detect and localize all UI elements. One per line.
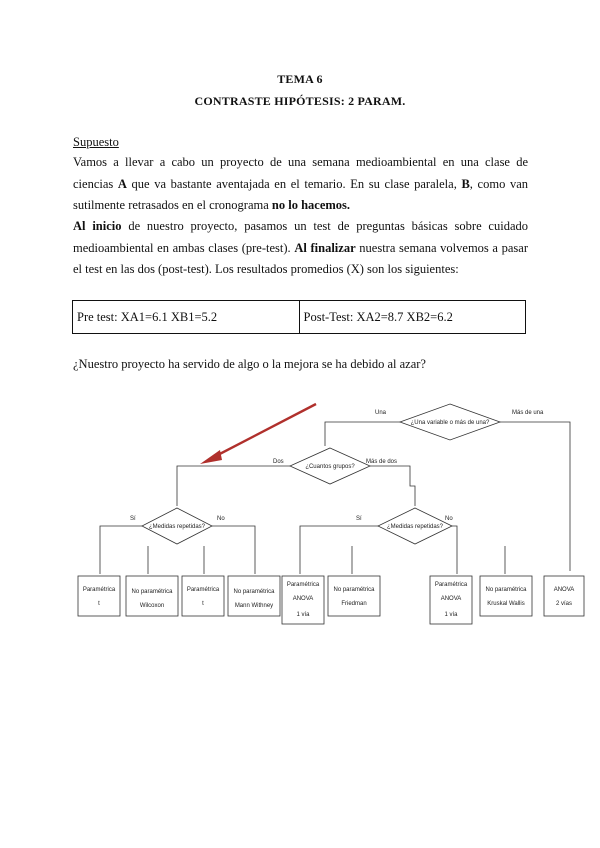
page-title: TEMA 6 (277, 72, 323, 86)
label-si-left: Sí (130, 516, 136, 522)
box-text: No paramétrica (485, 587, 527, 593)
box-text: ANOVA (292, 596, 314, 602)
bold-class-a: A (117, 176, 127, 191)
box-text: Kruskal Wallis (487, 601, 525, 607)
text-run: nuestra semana volvemos a pasar el test en las dos (post-test). Los resultados promedios (X) son los siguientes: (73, 240, 529, 276)
pre-test-cell: Pre test: XA1=6.1 XB1=5.2 (73, 301, 300, 334)
box-text: Wilcoxon (139, 603, 165, 609)
text-run: , como van sutilmente retrasados en el cronograma (73, 176, 528, 212)
box-text: No paramétrica (333, 587, 375, 593)
section-heading-supuesto: Supuesto (73, 135, 119, 149)
bold-al-inicio: Al inicio (73, 219, 122, 233)
box-text: Paramétrica (286, 582, 320, 588)
box-text: Friedman (341, 601, 367, 607)
red-arrow-head (200, 450, 222, 464)
connector (370, 466, 415, 506)
bold-class-b: B (461, 176, 470, 191)
connector (500, 422, 570, 571)
box-text: 2 vías (555, 601, 573, 607)
connector (177, 466, 290, 506)
text-run: Vamos a llevar a cabo un proyecto de una semana medioambiental en una clase de ciencias (73, 155, 528, 191)
label-no-left: No (217, 516, 225, 522)
box-text: 1 vía (296, 612, 310, 618)
q-medidas-left: ¿Medidas repetidas? (148, 524, 206, 530)
decision-flowchart (60, 396, 590, 628)
q-grupos: ¿Cuantos grupos? (305, 464, 355, 470)
box-text: t (202, 601, 204, 607)
connector (212, 526, 255, 574)
box-text: Mann Withney (234, 603, 274, 609)
box-text: Paramétrica (82, 587, 116, 593)
connector (325, 422, 400, 446)
box-text: Paramétrica (186, 587, 220, 593)
label-si-right: Sí (356, 516, 362, 522)
page-subtitle: CONTRASTE HIPÓTESIS: 2 PARAM. (194, 94, 406, 108)
box-anova-2-vias (544, 576, 584, 616)
text-run: de nuestro proyecto, pasamos un test de preguntas básicas sobre cuidado medioambiental en ambas clases (pre-test). (73, 219, 529, 255)
connector (100, 526, 142, 574)
box-text: ANOVA (553, 587, 575, 593)
label-mas-de-dos: Más de dos (366, 459, 398, 465)
bold-no-lo-hacemos: no lo hacemos. (271, 198, 351, 212)
label-mas-de-una: Más de una (512, 410, 544, 416)
box-mann-withney (228, 576, 280, 616)
red-arrow-line (212, 404, 316, 458)
box-text: No paramétrica (233, 589, 275, 595)
paragraph-intro (73, 152, 528, 217)
box-kruskal-wallis (480, 576, 532, 616)
text-run: que va bastante aventajada en el temario. En su clase paralela, (126, 176, 462, 191)
box-text: Paramétrica (434, 582, 468, 588)
label-no-right: No (445, 516, 453, 522)
box-text: t (98, 601, 100, 607)
box-parametrica-t-2 (182, 576, 224, 616)
research-question: ¿Nuestro proyecto ha servido de algo o la mejora se ha debido al azar? (73, 357, 426, 371)
q-medidas-right: ¿Medidas repetidas? (386, 524, 444, 530)
box-friedman (328, 576, 380, 616)
post-test-cell: Post-Test: XA2=8.7 XB2=6.2 (299, 301, 526, 334)
table-row (73, 301, 526, 334)
connector (300, 526, 378, 574)
box-text: No paramétrica (131, 589, 173, 595)
paragraph-method (73, 216, 528, 281)
bold-al-finalizar: Al finalizar (294, 240, 356, 255)
q-variables: ¿Una variable o más de una? (410, 420, 490, 426)
results-table (72, 300, 526, 334)
box-wilcoxon (126, 576, 178, 616)
label-una: Una (375, 410, 387, 416)
box-text: ANOVA (440, 596, 462, 602)
connector (452, 526, 457, 574)
box-parametrica-t-1 (78, 576, 120, 616)
box-text: 1 vía (444, 612, 458, 618)
label-dos: Dos (273, 459, 284, 465)
